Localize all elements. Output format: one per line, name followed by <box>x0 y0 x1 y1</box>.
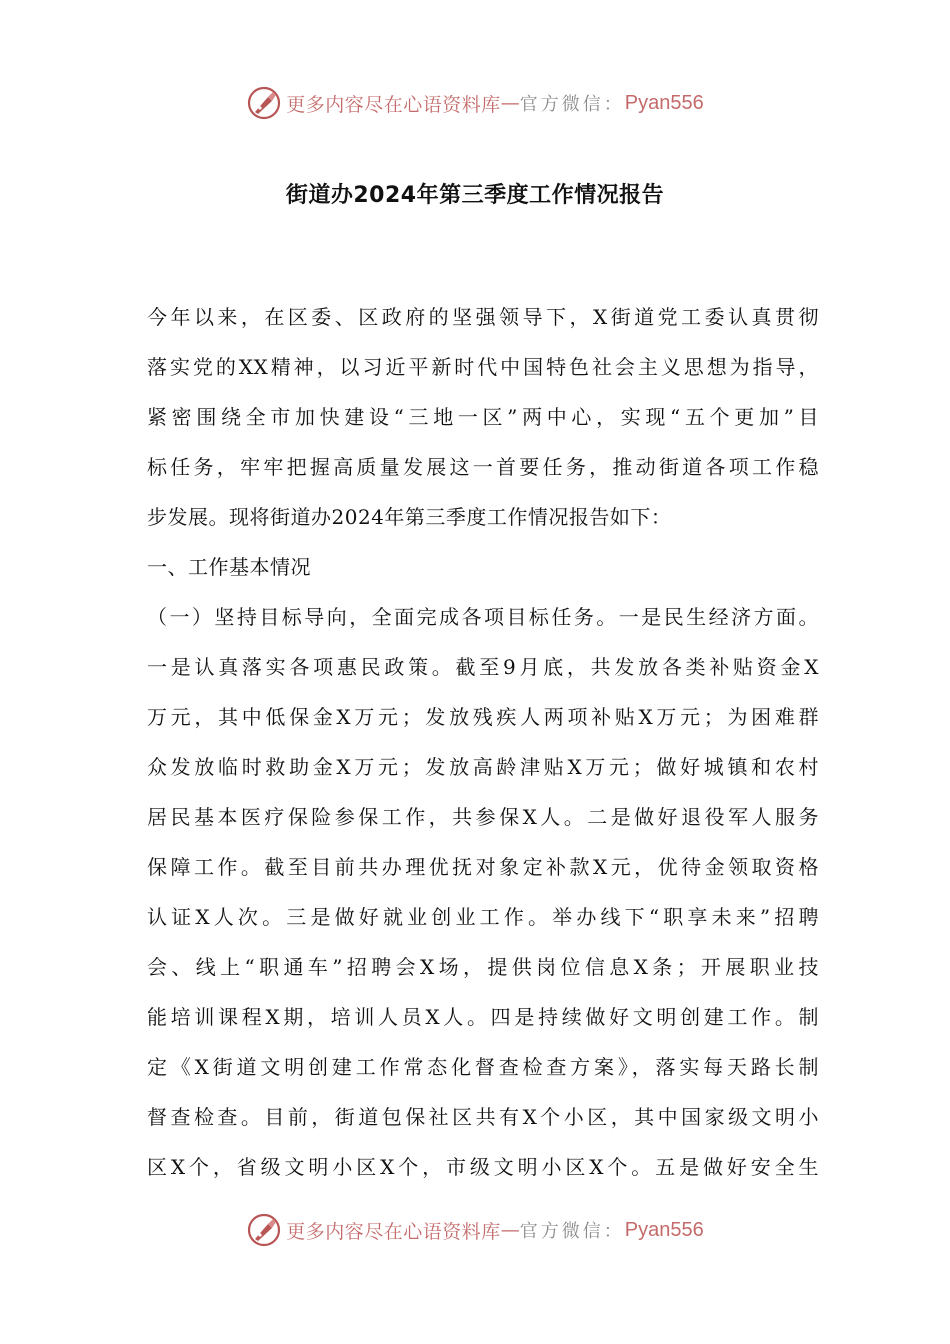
body-line: 落实党的XX精神，以习近平新时代中国特色社会主义思想为指导， <box>147 355 819 379</box>
watermark-label: 官方微信： <box>519 94 625 115</box>
pen-nib-logo-icon <box>246 1212 282 1248</box>
body-line: 紧密围绕全市加快建设“三地一区”两中心，实现“五个更加”目 <box>147 405 819 429</box>
document-title: 街道办2024年第三季度工作情况报告 <box>285 183 665 208</box>
body-line: 今年以来，在区委、区政府的坚强领导下，X街道党工委认真贯彻 <box>147 305 819 329</box>
watermark-id: Pyan556 <box>624 91 704 114</box>
body-line: （一）坚持目标导向，全面完成各项目标任务。一是民生经济方面。 <box>147 605 819 629</box>
body-line: 会、线上“职通车”招聘会X场，提供岗位信息X条；开展职业技 <box>147 955 819 979</box>
body-line: 标任务，牢牢把握高质量发展这一首要任务，推动街道各项工作稳 <box>147 455 819 479</box>
body-line: 保障工作。截至目前共办理优抚对象定补款X元，优待金领取资格 <box>147 855 819 879</box>
watermark-banner-bottom <box>0 1210 950 1250</box>
pen-nib-logo-icon <box>246 85 282 121</box>
watermark-banner-top <box>0 83 950 123</box>
watermark-text: 更多内容尽在心语资料库 <box>286 93 501 116</box>
body-line: 认证X人次。三是做好就业创业工作。举办线下“职享未来”招聘 <box>147 905 819 929</box>
body-line: 众发放临时救助金X万元；发放高龄津贴X万元；做好城镇和农村 <box>147 755 819 779</box>
document-body <box>147 292 819 1192</box>
body-line: 定《X街道文明创建工作常态化督查检查方案》，落实每天路长制 <box>147 1055 819 1079</box>
body-line: 万元，其中低保金X万元；发放残疾人两项补贴X万元；为困难群 <box>147 705 819 729</box>
body-line: 督查检查。目前，街道包保社区共有X个小区，其中国家级文明小 <box>147 1105 819 1129</box>
body-line: 能培训课程X期，培训人员X人。四是持续做好文明创建工作。制 <box>147 1005 819 1029</box>
watermark-dash: — <box>500 92 520 114</box>
body-line: 一是认真落实各项惠民政策。截至9月底，共发放各类补贴资金X <box>147 655 819 679</box>
watermark-label: 官方微信： <box>519 1221 625 1242</box>
watermark-text: 更多内容尽在心语资料库 <box>286 1220 501 1243</box>
body-line: 居民基本医疗保险参保工作，共参保X人。二是做好退役军人服务 <box>147 805 819 829</box>
body-line: 区X个，省级文明小区X个，市级文明小区X个。五是做好安全生 <box>147 1155 819 1179</box>
body-line: 步发展。现将街道办2024年第三季度工作情况报告如下： <box>147 505 672 529</box>
watermark-id: Pyan556 <box>624 1218 704 1241</box>
watermark-dash: — <box>500 1219 520 1241</box>
section-heading: 一、工作基本情况 <box>147 555 311 579</box>
